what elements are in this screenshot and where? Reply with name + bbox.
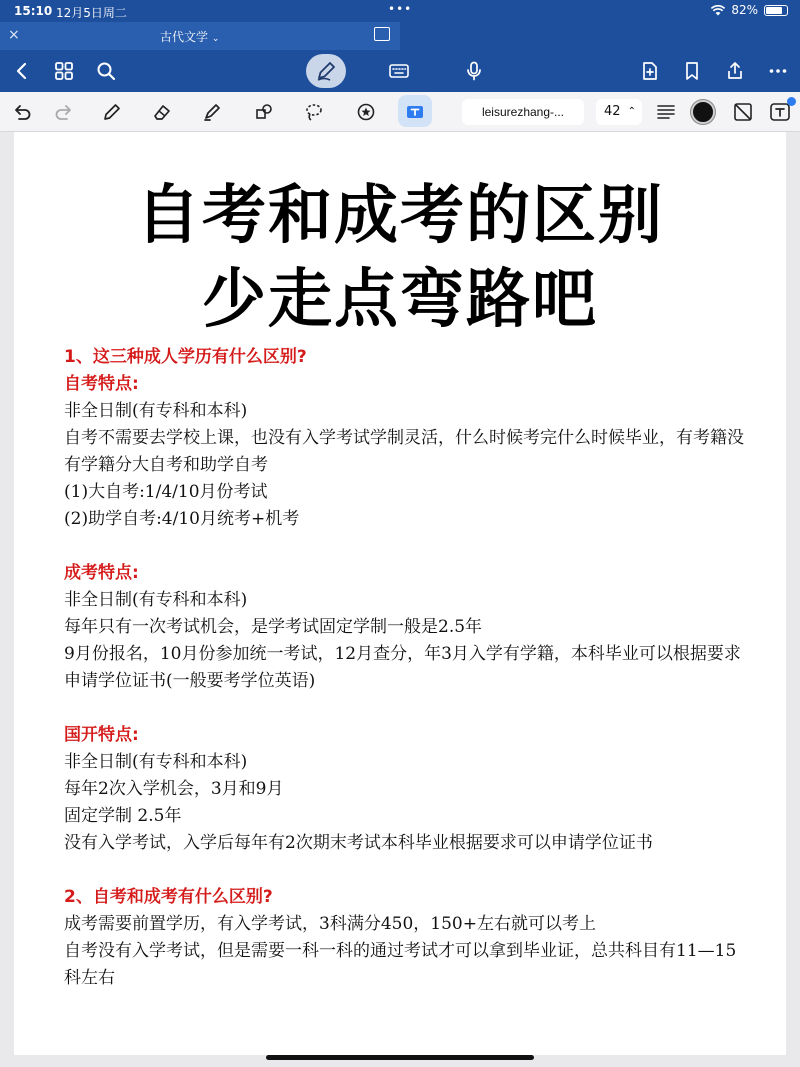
zikao-line: 自考不需要去学校上课，也没有入学考试学制灵活，什么时候考完什么时候毕业，有考籍没有学籍分大自考和助学自考 [64,428,744,475]
status-bar [0,0,800,22]
shapes-icon[interactable] [250,99,278,125]
split-view-icon[interactable] [374,27,390,41]
bookmark-icon[interactable] [678,58,706,84]
section2-line: 自考没有入学考试，但是需要一科一科的通过考试才可以拿到毕业证，总共科目有11—15科左右 [64,941,737,988]
guokai-line: 没有入学考试，入学后每年有2次期末考试本科毕业根据要求可以申请学位证书 [64,833,653,853]
zikao-line: 非全日制(有专科和本科) [64,401,248,421]
pen-tool-icon[interactable] [98,99,126,125]
text-tool-icon[interactable] [401,99,429,125]
tab-title-text: 古代文学 [160,30,209,44]
guokai-line: 非全日制(有专科和本科) [64,752,248,772]
keyboard-icon[interactable] [385,58,413,84]
section2-line: 成考需要前置学历，有入学考试，3科满分450，150+左右就可以考上 [64,914,596,934]
home-indicator[interactable] [266,1055,534,1060]
status-right [711,3,788,17]
battery-fill [766,7,782,14]
sticker-icon[interactable] [352,99,380,125]
multitask-dots-icon[interactable]: ••• [388,2,413,16]
note-content [64,344,744,992]
tool-bar [0,92,800,132]
chengkao-heading: 成考特点: [64,563,139,583]
zikao-line: (2)助学自考:4/10月统考+机考 [64,509,300,529]
note-page[interactable] [14,132,786,1055]
tab-document[interactable] [0,22,400,50]
guokai-heading: 国开特点: [64,725,139,745]
share-icon[interactable] [721,58,749,84]
font-size-value: 42 [604,104,621,119]
battery-icon [764,5,788,16]
pen-mode-button[interactable] [306,54,346,88]
nav-bar [0,50,800,92]
zikao-line: (1)大自考:1/4/10月份考试 [64,482,268,502]
chengkao-line: 非全日制(有专科和本科) [64,590,248,610]
close-icon[interactable]: × [8,27,20,43]
wifi-icon [711,5,725,16]
more-options-icon[interactable] [764,58,792,84]
font-name-picker[interactable]: leisurezhang-... [462,99,584,125]
status-date: 12月5日周二 [56,6,127,20]
redo-icon[interactable] [50,99,78,125]
tab-title[interactable] [160,28,219,45]
chevron-down-icon: ⌄ [211,34,220,44]
chengkao-line: 9月份报名，10月份参加统一考试，12月查分，年3月入学有学籍，本科毕业可以根据要求申请学位证书(一般要考学位英语) [64,644,741,691]
lasso-icon[interactable] [300,99,328,125]
stepper-chevron-icon: ⌃ [627,106,636,117]
text-align-icon[interactable] [652,99,680,125]
grid-icon[interactable] [50,58,78,84]
back-icon[interactable] [8,58,36,84]
fill-none-icon[interactable] [729,99,757,125]
section1-heading: 1、这三种成人学历有什么区别? [64,347,307,367]
section2-heading: 2、自考和成考有什么区别? [64,887,273,907]
page-title [14,174,786,342]
guokai-line: 每年2次入学机会，3月和9月 [64,779,284,799]
zikao-heading: 自考特点: [64,374,139,394]
title-line-1: 自考和成考的区别 [136,179,664,253]
font-size-picker[interactable] [596,99,642,125]
microphone-icon[interactable] [460,58,488,84]
status-time: 15:10 [14,4,53,18]
chengkao-line: 每年只有一次考试机会，是学考试固定学制一般是2.5年 [64,617,483,637]
color-picker[interactable] [691,100,715,124]
guokai-line: 固定学制 2.5年 [64,806,182,826]
pen-icon [314,59,338,83]
add-page-icon[interactable] [636,58,664,84]
undo-icon[interactable] [8,99,36,125]
eraser-icon[interactable] [148,99,176,125]
notification-dot [787,97,796,106]
search-icon[interactable] [92,58,120,84]
title-line-2: 少走点弯路吧 [202,263,598,337]
tab-bar [0,22,800,50]
highlighter-icon[interactable] [198,99,226,125]
battery-percent: 82% [731,3,758,17]
